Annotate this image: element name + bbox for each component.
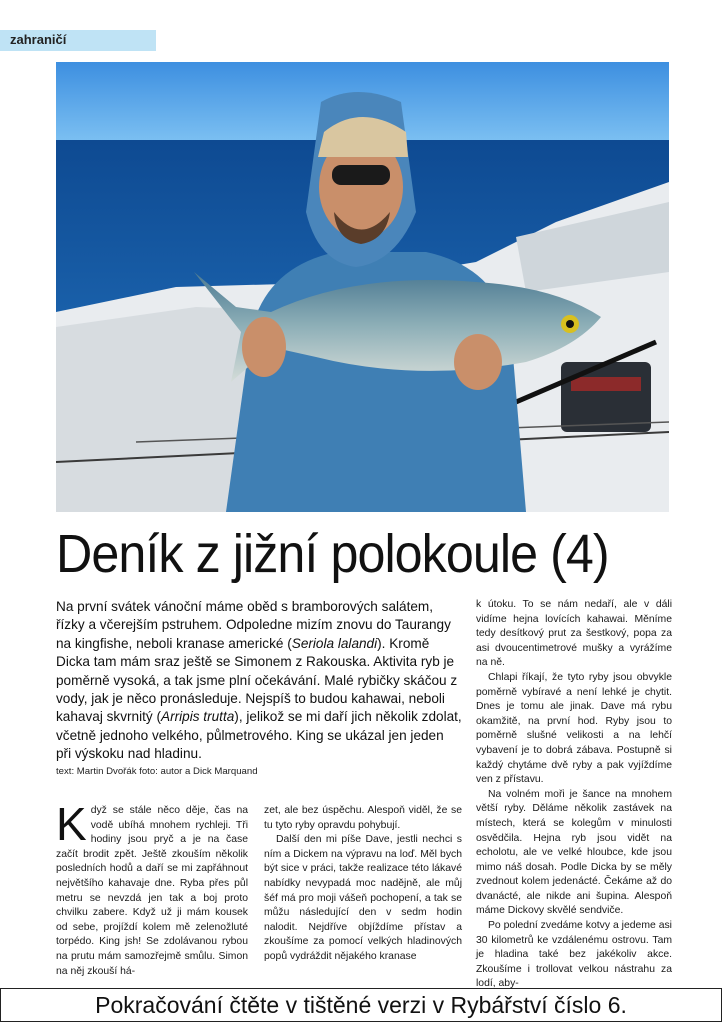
section-tag bbox=[0, 30, 156, 51]
continuation-banner bbox=[0, 988, 722, 1022]
article-lead bbox=[56, 598, 462, 764]
lead-species-1: Seriola lalandi bbox=[291, 635, 378, 651]
paragraph: dyž se stále něco děje, čas na vodě ubíhá mnohem rychleji. Tři hodiny jsou pryč a je na čase začít brodit zpět. Ještě zkouším několik posledních hodů a daří se mi zapřáhnout největšího kahavaje dne. Ryba přes půl metru se nevzdá jen tak a boj proto chvilku zabere. Když už ji mám kousek od sebe, projíždí kolem mě zelenožluté torpédo. King jsh! Se zdolávanou rybou na prutu mám samozřejmě smůlu. Simon na něj zkouší há- bbox=[56, 805, 248, 977]
continuation-text: Pokračování čtěte v tištěné verzi v Rybářství číslo 6. bbox=[95, 992, 627, 1018]
body-column-2 bbox=[264, 804, 462, 965]
lead-text-3: ), jelikož se mi daří jich několik zdolat, včetně jednoho velkého, půlmetrového. King se ukázal jen jeden při výskoku nad hladinu. bbox=[56, 709, 462, 762]
paragraph: k útoku. To se nám nedaří, ale v dáli vidíme hejna lovících kahawai. Měníme tedy desítkový prut za šestkový, popa za asi dvoucentimetrové mušky a vyrážíme na ně. bbox=[476, 599, 672, 669]
paragraph: Po polední zvedáme kotvy a jedeme asi 30 kilometrů ke vzdálenému ostrovu. Tam je hladina také bez jakékoliv akce. Zkoušíme i trollovat velkou nástrahu za lodí, aby- bbox=[476, 920, 672, 990]
paragraph: Chlapi říkají, že tyto ryby jsou obvykle poměrně vybíravé a není lehké je chytit. Dnes je tomu ale jinak. Dave má rybu okamžitě, na první hod. Ryby jsou to poměrně slušné velikosti a na lehčí vybavení je to dobrá zábava. Postupně si každý chytáme dvě ryby a pak vyjíždíme ven z přístavu. bbox=[476, 671, 672, 786]
body-column-3 bbox=[476, 598, 672, 992]
paragraph: zet, ale bez úspěchu. Alespoň viděl, že se tu tyto ryby opravdu pohybují. bbox=[264, 805, 462, 831]
hero-photo bbox=[56, 62, 669, 512]
paragraph: Další den mi píše Dave, jestli nechci s ním a Dickem na výpravu na loď. Měl bych být sice v práci, takže realizace této lákavé nabídky nevypadá moc nadějně, ale můj šéf má pro moji vášeň pochopení, a tak se můžu následující den v sedm hodin nalodit. Nejdříve objíždíme přístav a zkoušíme za pomocí velkých hladinových popů vydráždit nějakého kranase bbox=[264, 834, 462, 962]
drop-cap: K bbox=[56, 798, 87, 850]
article-headline: Deník z jižní polokoule (4) bbox=[56, 524, 609, 584]
lead-text-1: Na první svátek vánoční máme oběd s bramborových salátem, řízky a včerejším pstruhem. Odpoledne mizím znovu do Taurangy na kingfishe, neboli kranase americké ( bbox=[56, 599, 451, 651]
body-column-1 bbox=[56, 798, 248, 979]
lead-text-2: ). Kromě Dicka tam mám sraz ještě se Simonem z Rakouska. Aktivita ryb je poměrně vysoká, a tak jsme plní očekávání. Malé rybičky skáčou z vody, jak je něco pronásleduje. Nejspíš to budou kahawai, neboli kahavaj skvrnitý ( bbox=[56, 635, 458, 725]
paragraph: Na volném moři je šance na mnohem větší ryby. Děláme několik zastávek na místech, která se kolegům v minulosti osvědčila. Hejna ryb jsou vidět na echolotu, ale ve velké hloubce, kde jsou mimo náš dosah. Podle Dicka by se měly zvednout kolem jedenácté. Čekáme až do dvanácté, ale nikde ani šupina. Alespoň máme Dickovy skvělé sendviče. bbox=[476, 788, 672, 917]
angler-with-fish-illustration bbox=[56, 62, 669, 512]
section-tag-label: zahraničí bbox=[10, 32, 67, 47]
article-credits: text: Martin Dvořák foto: autor a Dick Marquand bbox=[56, 766, 258, 777]
lead-species-2: Arripis trutta bbox=[161, 709, 235, 725]
